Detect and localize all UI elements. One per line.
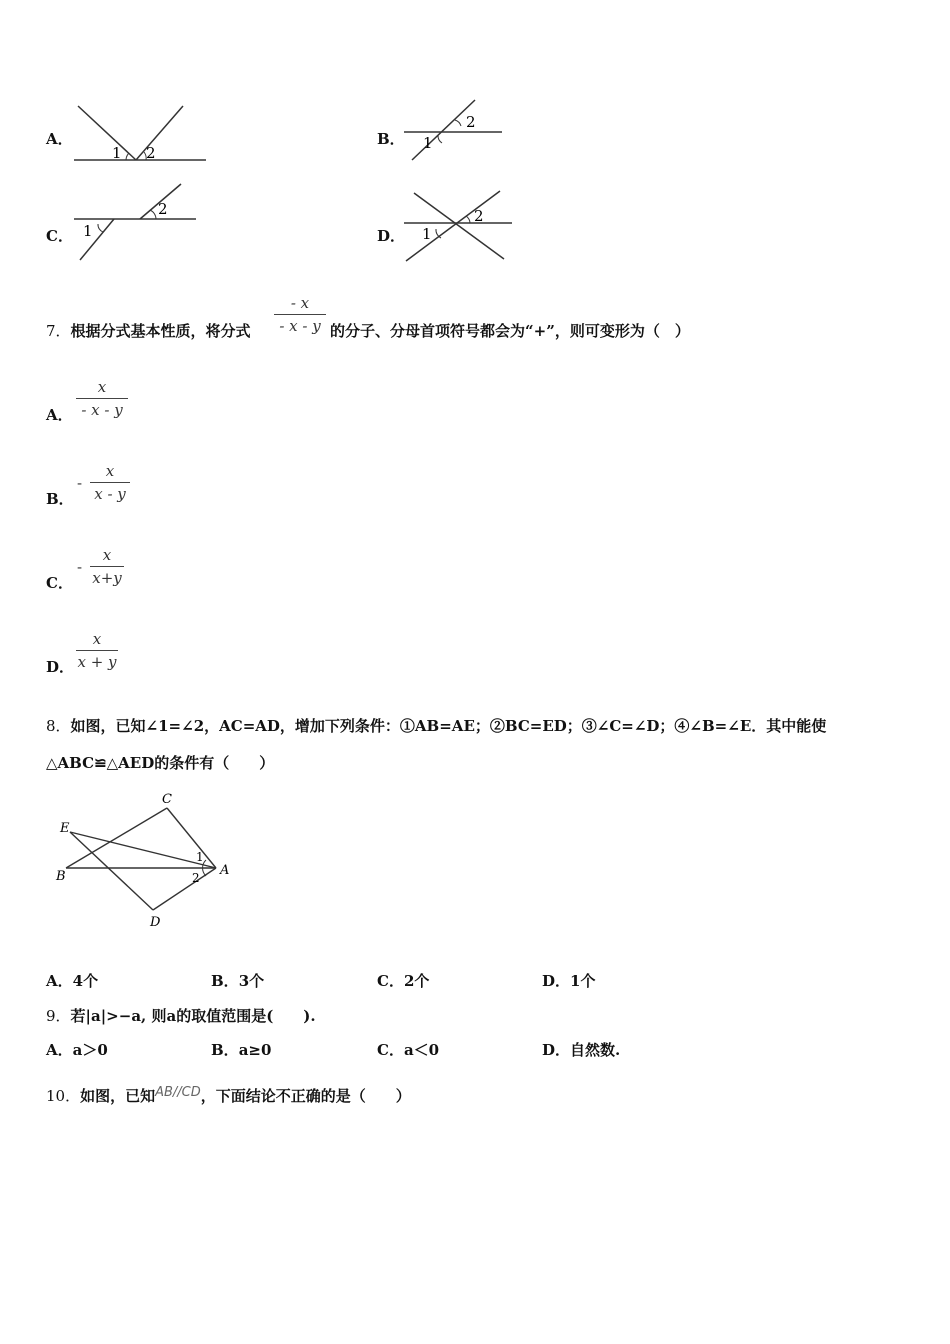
q9-option-d [542, 1039, 620, 1060]
q8-option-a [46, 970, 98, 991]
q7-option-b-sign: - [77, 474, 83, 492]
q9-stem [46, 1005, 316, 1026]
option-letter: B． [211, 1041, 239, 1059]
option-letter: A． [46, 1041, 73, 1059]
q6-option-b-figure [400, 96, 506, 164]
angle-label-2: 2 [466, 113, 476, 131]
segment-ed [70, 832, 153, 910]
point-label-c: C [162, 792, 172, 807]
point-label-a: A [220, 863, 230, 878]
fraction-numerator: x [97, 378, 107, 396]
fraction-denominator: x - y [90, 482, 130, 503]
option-text: a＞0 [72, 1041, 108, 1059]
angle-arc-1 [438, 135, 442, 143]
point-label-d: D [150, 915, 161, 930]
angle-label-2: 2 [146, 144, 156, 162]
option-letter: C． [377, 1041, 404, 1059]
angle-label-2: 2 [474, 207, 484, 225]
q8-option-d [542, 970, 595, 991]
angle-label-1: 1 [196, 850, 204, 864]
fraction-denominator: x+y [90, 566, 124, 587]
q7-stem [46, 320, 251, 341]
q7-option-b-fraction [90, 462, 130, 503]
q9-option-c [377, 1039, 439, 1060]
option-letter: D． [542, 1041, 571, 1059]
q6-option-d-figure [400, 185, 516, 265]
angle-arc-1 [436, 229, 441, 238]
q6-option-c-figure [70, 180, 200, 264]
q9-number: 9． [46, 1007, 71, 1025]
segment-ae [70, 832, 216, 868]
q8-option-b [211, 970, 264, 991]
angle-label-1: 1 [422, 225, 432, 243]
fraction-numerator: x [92, 630, 102, 648]
angle-label-2: 2 [158, 200, 168, 218]
q6-option-d-label: D． [377, 227, 406, 245]
q8-figure [50, 788, 240, 933]
option-text: 2个 [403, 972, 430, 990]
option-letter: A． [46, 972, 73, 990]
q8-stem-line1 [46, 715, 826, 736]
q7-text-before: 根据分式基本性质，将分式 [70, 322, 251, 340]
fraction-numerator: x [102, 546, 112, 564]
q6-option-a-label: A． [46, 130, 73, 148]
segment-ca [167, 808, 216, 868]
q7-option-b-label: B． [46, 490, 74, 508]
option-text: 1个 [570, 972, 596, 990]
q10-formula: AB//CD [155, 1085, 201, 1100]
q7-number: 7． [46, 322, 71, 340]
fraction-denominator: - x - y [274, 314, 326, 335]
q6-option-b-label: B． [377, 130, 405, 148]
left-ray [78, 106, 136, 160]
fraction-numerator: x [105, 462, 115, 480]
q7-option-c-fraction [90, 546, 124, 587]
angle-label-2: 2 [192, 871, 200, 885]
option-text: 自然数. [570, 1041, 621, 1059]
angle-arc-1 [126, 153, 129, 160]
q10-text-after: ，下面结论不正确的是（ ） [200, 1087, 411, 1105]
q9-option-b [211, 1039, 271, 1060]
q8-number: 8． [46, 717, 71, 735]
q8-text-line1: 如图，已知∠1=∠2，AC=AD，增加下列条件：①AB=AE；②BC=ED；③∠C=∠D；④∠B=∠E．其中能使 [70, 717, 827, 735]
segment-da [153, 868, 216, 910]
angle-arc-2 [466, 216, 470, 223]
option-text: a＜0 [403, 1041, 440, 1059]
q6-option-a-figure [70, 100, 210, 166]
q7-stem-fraction [274, 294, 326, 335]
angle-label-1: 1 [423, 134, 433, 152]
angle-arc-2 [150, 210, 156, 219]
q8-option-c [377, 970, 429, 991]
q7-option-a-fraction [76, 378, 128, 419]
option-letter: D． [542, 972, 571, 990]
option-text: 3个 [238, 972, 265, 990]
fraction-denominator: - x - y [76, 398, 128, 419]
q10-number: 10． [46, 1087, 81, 1105]
q8-stem-line2: △ABC≌△AED的条件有（ ） [46, 754, 275, 772]
option-text: 4个 [72, 972, 99, 990]
fraction-denominator: x + y [76, 650, 118, 671]
line-rising [406, 191, 500, 261]
q10-text-before: 如图，已知 [80, 1087, 156, 1105]
q7-option-d-fraction [76, 630, 118, 671]
option-letter: C． [377, 972, 404, 990]
fraction-numerator: - x [290, 294, 310, 312]
point-label-b: B [56, 869, 66, 884]
q7-option-c-sign: - [77, 558, 83, 576]
point-label-e: E [60, 821, 70, 836]
q7-option-d-label: D． [46, 658, 75, 676]
angle-arc-1 [98, 224, 103, 232]
q9-text: 若|a|>−a, 则a的取值范围是( ). [70, 1007, 316, 1025]
segment-bc [66, 808, 167, 868]
q9-option-a [46, 1039, 108, 1060]
q6-option-c-label: C． [46, 227, 73, 245]
angle-arc-2 [455, 120, 461, 126]
angle-label-1: 1 [112, 144, 122, 162]
right-ray [136, 106, 183, 160]
angle-label-1: 1 [83, 222, 93, 240]
option-text: a≥0 [238, 1041, 272, 1059]
q7-option-a-label: A． [46, 406, 73, 424]
option-letter: B． [211, 972, 239, 990]
q7-option-c-label: C． [46, 574, 73, 592]
q10-stem [46, 1085, 411, 1106]
q7-text-after: 的分子、分母首项符号都会为“+”，则可变形为（ ） [330, 322, 690, 340]
